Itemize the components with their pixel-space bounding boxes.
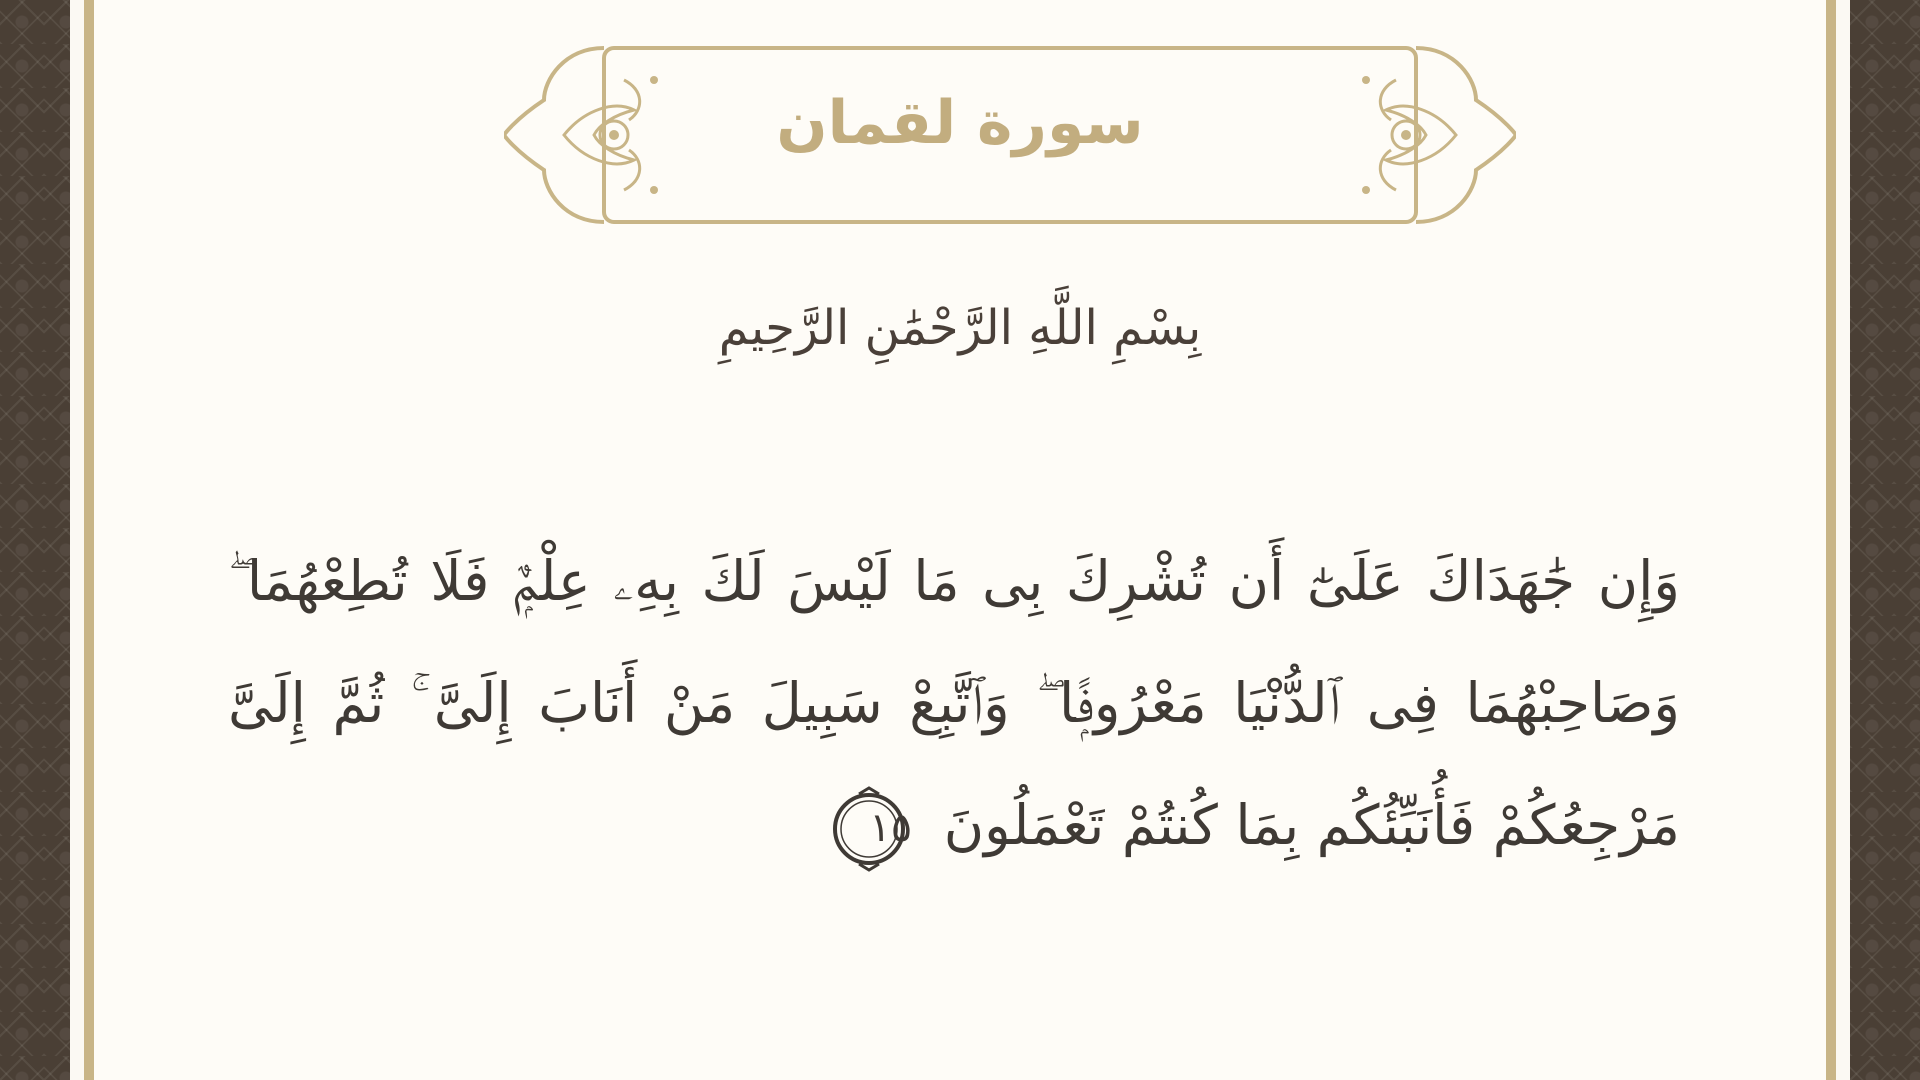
page bbox=[94, 0, 1826, 1080]
right-ornamental-border bbox=[1850, 0, 1920, 1080]
surah-title: سورة لقمان bbox=[776, 88, 1144, 158]
right-gold-rule bbox=[1826, 0, 1836, 1080]
ayah-number: ١٥ bbox=[869, 804, 913, 851]
right-border-gap bbox=[1836, 0, 1850, 1080]
basmala: بِسْمِ اللَّهِ الرَّحْمَٰنِ الرَّحِيمِ bbox=[718, 300, 1202, 356]
verse-text: وَإِن جَٰهَدَاكَ عَلَىٰٓ أَن تُشْرِكَ بِى مَا لَيْسَ لَكَ بِهِۦ عِلْمٌۭ فَلَا تُطِعْهُمَا ۖ وَصَاحِبْهُمَا فِى ٱلدُّنْيَا مَعْرُوفًۭا ۖ وَٱتَّبِعْ سَبِيلَ مَنْ أَنَابَ إِلَىَّ ۚ ثُمَّ إِلَىَّ مَرْجِعُكُمْ فَأُنَبِّئُكُم بِمَا كُنتُمْ تَعْمَلُونَ bbox=[228, 549, 1680, 857]
ayah-number-marker bbox=[826, 786, 912, 872]
verse-text-block bbox=[228, 520, 1680, 886]
left-ornamental-border bbox=[0, 0, 70, 1080]
left-gold-rule bbox=[84, 0, 94, 1080]
left-border-gap bbox=[70, 0, 84, 1080]
